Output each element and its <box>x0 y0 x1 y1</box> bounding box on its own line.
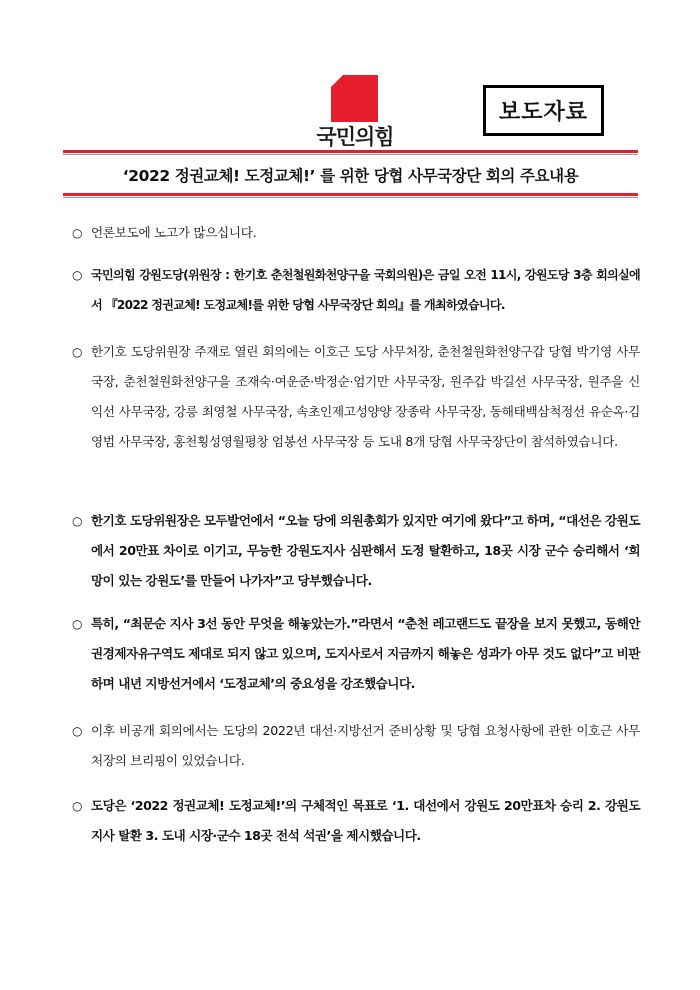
bullet-icon: ○ <box>72 799 83 813</box>
title-rule-bottom <box>63 193 638 196</box>
paragraph-criticism <box>72 609 640 699</box>
paragraph-goals <box>72 791 640 851</box>
bullet-icon: ○ <box>72 617 83 631</box>
party-logo-text: 국민의힘 <box>316 125 394 149</box>
title-rule-bottom-inner <box>63 197 638 198</box>
paragraph-text: 국민의힘 강원도당(위원장 : 한기호 춘천철원화천양구을 국회의원)은 금일 오전 11시, 강원도당 3층 회의실에서 『2022 정권교체! 도정교체!를 위한 당협 사무국장단 회의』를 개최하였습니다. <box>91 268 640 312</box>
paragraph-text: 도당은 ‘2022 정권교체! 도정교체!’의 구체적인 목표로 ‘1. 대선에서 강원도 20만표차 승리 2. 강원도지사 탈환 3. 도내 시장·군수 18곳 전석 석권’을 제시했습니다. <box>91 798 640 843</box>
document-title: ‘2022 정권교체! 도정교체!’ 를 위한 당협 사무국장단 회의 주요내용 <box>122 167 579 185</box>
title-rule-top <box>63 150 638 153</box>
paragraph-briefing <box>72 716 640 776</box>
party-logo-icon <box>331 75 378 122</box>
bullet-icon: ○ <box>72 514 83 528</box>
title-rule-top-inner <box>63 154 638 155</box>
bullet-icon: ○ <box>72 268 83 282</box>
paragraph-meeting-held <box>72 260 640 320</box>
press-release-label: 보도자료 <box>483 85 604 136</box>
paragraph-attendees <box>72 337 640 457</box>
paragraph-opening-remarks <box>72 506 640 596</box>
paragraph-text: 한기호 도당위원장은 모두발언에서 “오늘 당에 의원총회가 있지만 여기에 왔다”고 하며, “대선은 강원도에서 20만표 차이로 이기고, 무능한 강원도지사 심판해서 도정 탈환하고, 18곳 시장 군수 승리해서 ‘희망이 있는 강원도’를 만들어 나가자”고 당부했습니다. <box>91 513 640 588</box>
bullet-icon: ○ <box>72 724 83 738</box>
bullet-icon: ○ <box>72 226 83 240</box>
paragraph-text: 언론보도에 노고가 많으십니다. <box>91 225 257 240</box>
paragraph-text: 이후 비공개 회의에서는 도당의 2022년 대선·지방선거 준비상황 및 당협 요청사항에 관한 이호근 사무처장의 브리핑이 있었습니다. <box>91 723 640 768</box>
paragraph-greeting <box>72 218 640 248</box>
paragraph-text: 한기호 도당위원장 주재로 열린 회의에는 이호근 도당 사무처장, 춘천철원화천양구갑 당협 박기영 사무국장, 춘천철원화천양구을 조재숙·여운준·박정순·엄기만 사무국장, 원주갑 박길선 사무국장, 원주을 신익선 사무국장, 강릉 최영철 사무국장, 속초인제고성양양 장종락 사무국장, 동해태백삼척정선 유순옥·김영범 사무국장, 홍천횡성영월평창 엄봉선 사무국장 등 도내 8개 당협 사무국장단이 참석하였습니다. <box>91 344 640 449</box>
bullet-icon: ○ <box>72 345 83 359</box>
paragraph-text: 특히, “최문순 지사 3선 동안 무엇을 해놓았는가.”라면서 “춘천 레고랜드도 끝장을 보지 못했고, 동해안권경제자유구역도 제대로 되지 않고 있으며, 도지사로서 지금까지 해놓은 성과가 아무 것도 없다”고 비판하며 내년 지방선거에서 ‘도정교체’의 중요성을 강조했습니다. <box>91 616 640 691</box>
